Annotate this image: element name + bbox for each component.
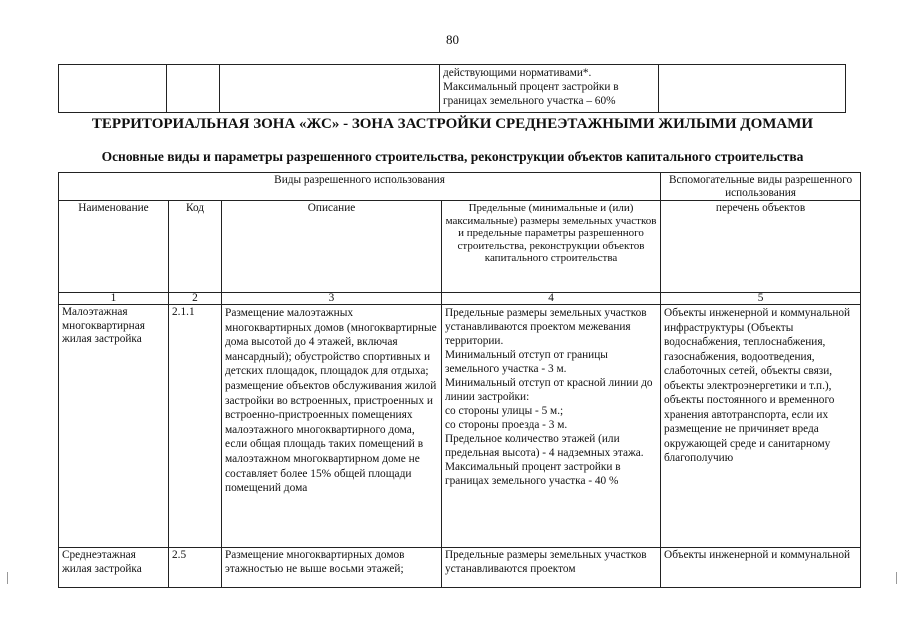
col-number: 1 bbox=[59, 293, 169, 305]
limit-line: Минимальный отступ от красной линии до линии застройки: bbox=[445, 377, 653, 403]
limit-line: со стороны проезда - 3 м. bbox=[445, 419, 568, 431]
row-code: 2.5 bbox=[169, 548, 222, 588]
row-objects: Объекты инженерной и коммунальной инфраструктуры (Объекты водоснабжения, теплоснабжения, газоснабжения, водоотведения, слаботочных сетей, объекты связи, объекты электроэнергетики и т.п.), объекты постоянного и временного хранения автотранспорта, если их размещение не причиняет вреда окружающей среде и санитарному благополучию bbox=[661, 305, 861, 548]
row-name: Малоэтажная многоквартирная жилая застройка bbox=[59, 305, 169, 548]
section-title: Основные виды и параметры разрешенного строительства, реконструкции объектов капитального строительства bbox=[101, 149, 804, 164]
table-row bbox=[59, 548, 861, 588]
row-limits bbox=[442, 548, 661, 588]
col-header-description: Описание bbox=[222, 201, 442, 293]
zone-title: ТЕРРИТОРИАЛЬНАЯ ЗОНА «ЖС» - ЗОНА ЗАСТРОЙКИ СРЕДНЕЭТАЖНЫМИ ЖИЛЫМИ ДОМАМИ bbox=[91, 116, 814, 132]
fragment-cell-code bbox=[167, 65, 220, 113]
row-description: Размещение многоквартирных домов этажностью не выше восьми этажей; bbox=[222, 548, 442, 588]
fragment-line: границах земельного участка – 60% bbox=[443, 95, 616, 107]
row-limits bbox=[442, 305, 661, 548]
fragment-cell-limits bbox=[440, 65, 659, 113]
row-objects: Объекты инженерной и коммунальной bbox=[661, 548, 861, 588]
col-number: 4 bbox=[442, 293, 661, 305]
col-header-code: Код bbox=[169, 201, 222, 293]
limit-line: Предельные размеры земельных участков устанавливаются проектом bbox=[445, 549, 647, 575]
fragment-line: Максимальный процент застройки в bbox=[443, 81, 619, 93]
row-description: Размещение малоэтажных многоквартирных домов (многоквартирные дома высотой до 4 этажей, включая мансардный); обустройство спортивных и детских площадок, площадок для отдыха; размещение объектов обслуживания жилой застройки во встроенных, пристроенных и встроенно-пристроенных помещениях малоэтажного многоквартирного дома, если общая площадь таких помещений в малоэтажном многоквартирном доме не составляет более 15% общей площади помещений дома bbox=[222, 305, 442, 548]
limit-line: Минимальный отступ от границы земельного участка - 3 м. bbox=[445, 349, 608, 375]
fragment-cell-description bbox=[220, 65, 440, 113]
col-number: 3 bbox=[222, 293, 442, 305]
scan-edge-mark bbox=[7, 572, 8, 584]
limit-line: со стороны улицы - 5 м.; bbox=[445, 405, 564, 417]
group-header: Виды разрешенного использования bbox=[59, 173, 661, 201]
page-number: 80 bbox=[446, 32, 459, 47]
zone-regulations-table bbox=[58, 172, 861, 588]
col-header-name: Наименование bbox=[59, 201, 169, 293]
fragment-line: действующими нормативами*. bbox=[443, 67, 592, 79]
col-header-objects: перечень объектов bbox=[661, 201, 861, 293]
row-code: 2.1.1 bbox=[169, 305, 222, 548]
table-row bbox=[59, 305, 861, 548]
row-name: Среднеэтажная жилая застройка bbox=[59, 548, 169, 588]
limit-line: Максимальный процент застройки в границах земельного участка - 40 % bbox=[445, 461, 621, 487]
fragment-cell-objects bbox=[659, 65, 846, 113]
fragment-cell-name bbox=[59, 65, 167, 113]
limit-line: Предельное количество этажей (или предельная высота) - 4 надземных этажа. bbox=[445, 433, 644, 459]
aux-header: Вспомогательные виды разрешенного использования bbox=[661, 173, 861, 201]
limit-line: Предельные размеры земельных участков устанавливаются проектом межевания территории. bbox=[445, 307, 647, 347]
continued-table-fragment bbox=[58, 64, 846, 113]
col-number: 2 bbox=[169, 293, 222, 305]
scan-edge-mark bbox=[896, 572, 897, 584]
col-header-limits: Предельные (минимальные и (или) максимальные) размеры земельных участков и предельные параметры разрешенного строительства, реконструкции объектов капитального строительства bbox=[442, 201, 661, 293]
col-number: 5 bbox=[661, 293, 861, 305]
